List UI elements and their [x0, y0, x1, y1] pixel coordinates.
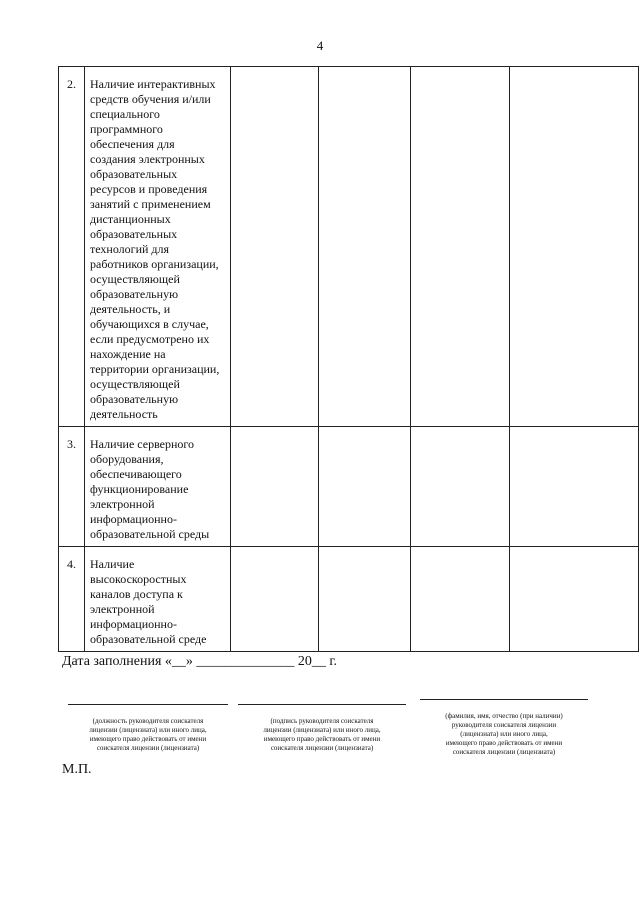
signature-underline: [238, 704, 406, 705]
table-row: [59, 427, 639, 547]
signature-field-name: [420, 690, 588, 766]
row-description: Наличие высокоскоростных каналов доступа к электронной информационно- образовательной среде: [85, 547, 231, 652]
signature-caption: (должность руководителя соискателя лицензии (лицензиата) или иного лица, имеющего право действовать от имени соискателя лицензии (лицензиата): [89, 717, 207, 752]
empty-cell: [510, 547, 639, 652]
empty-cell: [319, 67, 411, 427]
table-row: [59, 547, 639, 652]
empty-cell: [411, 427, 510, 547]
row-number: 3.: [59, 427, 85, 547]
signature-field-sign: [238, 695, 406, 762]
empty-cell: [411, 67, 510, 427]
table-row: [59, 67, 639, 427]
signature-caption: (фамилия, имя, отчество (при наличии) руководителя соискателя лицензии (лицензиата) или иного лица, имеющего право действовать от имени соискателя лицензии (лицензиата): [445, 712, 563, 756]
empty-cell: [510, 427, 639, 547]
stamp-place: М.П.: [62, 762, 92, 777]
row-number: 4.: [59, 547, 85, 652]
empty-cell: [411, 547, 510, 652]
requirements-table: [58, 66, 639, 652]
fill-date-line: Дата заполнения «__» ______________ 20__ г.: [62, 654, 338, 669]
empty-cell: [510, 67, 639, 427]
empty-cell: [231, 427, 319, 547]
signature-caption: (подпись руководителя соискателя лицензии (лицензиата) или иного лица, имеющего право действовать от имени соискателя лицензии (лицензиата): [263, 717, 381, 752]
page-number: 4: [316, 38, 324, 53]
row-number: 2.: [59, 67, 85, 427]
empty-cell: [231, 67, 319, 427]
row-description: Наличие серверного оборудования, обеспечивающего функционирование электронной информационно- образовательной среды: [85, 427, 231, 547]
empty-cell: [319, 427, 411, 547]
empty-cell: [231, 547, 319, 652]
signature-underline: [68, 704, 228, 705]
signature-field-position: [68, 695, 228, 762]
empty-cell: [319, 547, 411, 652]
row-description: Наличие интерактивных средств обучения и/или специального программного обеспечения для создания электронных образовательных ресурсов и проведения занятий с применением дистанционных образовательных технологий для работников организации, осуществляющей образовательную деятельность, и обучающихся в случае, если предусмотрено их нахождение на территории организации, осуществляющей образовательную деятельность: [85, 67, 231, 427]
signature-underline: [420, 699, 588, 700]
